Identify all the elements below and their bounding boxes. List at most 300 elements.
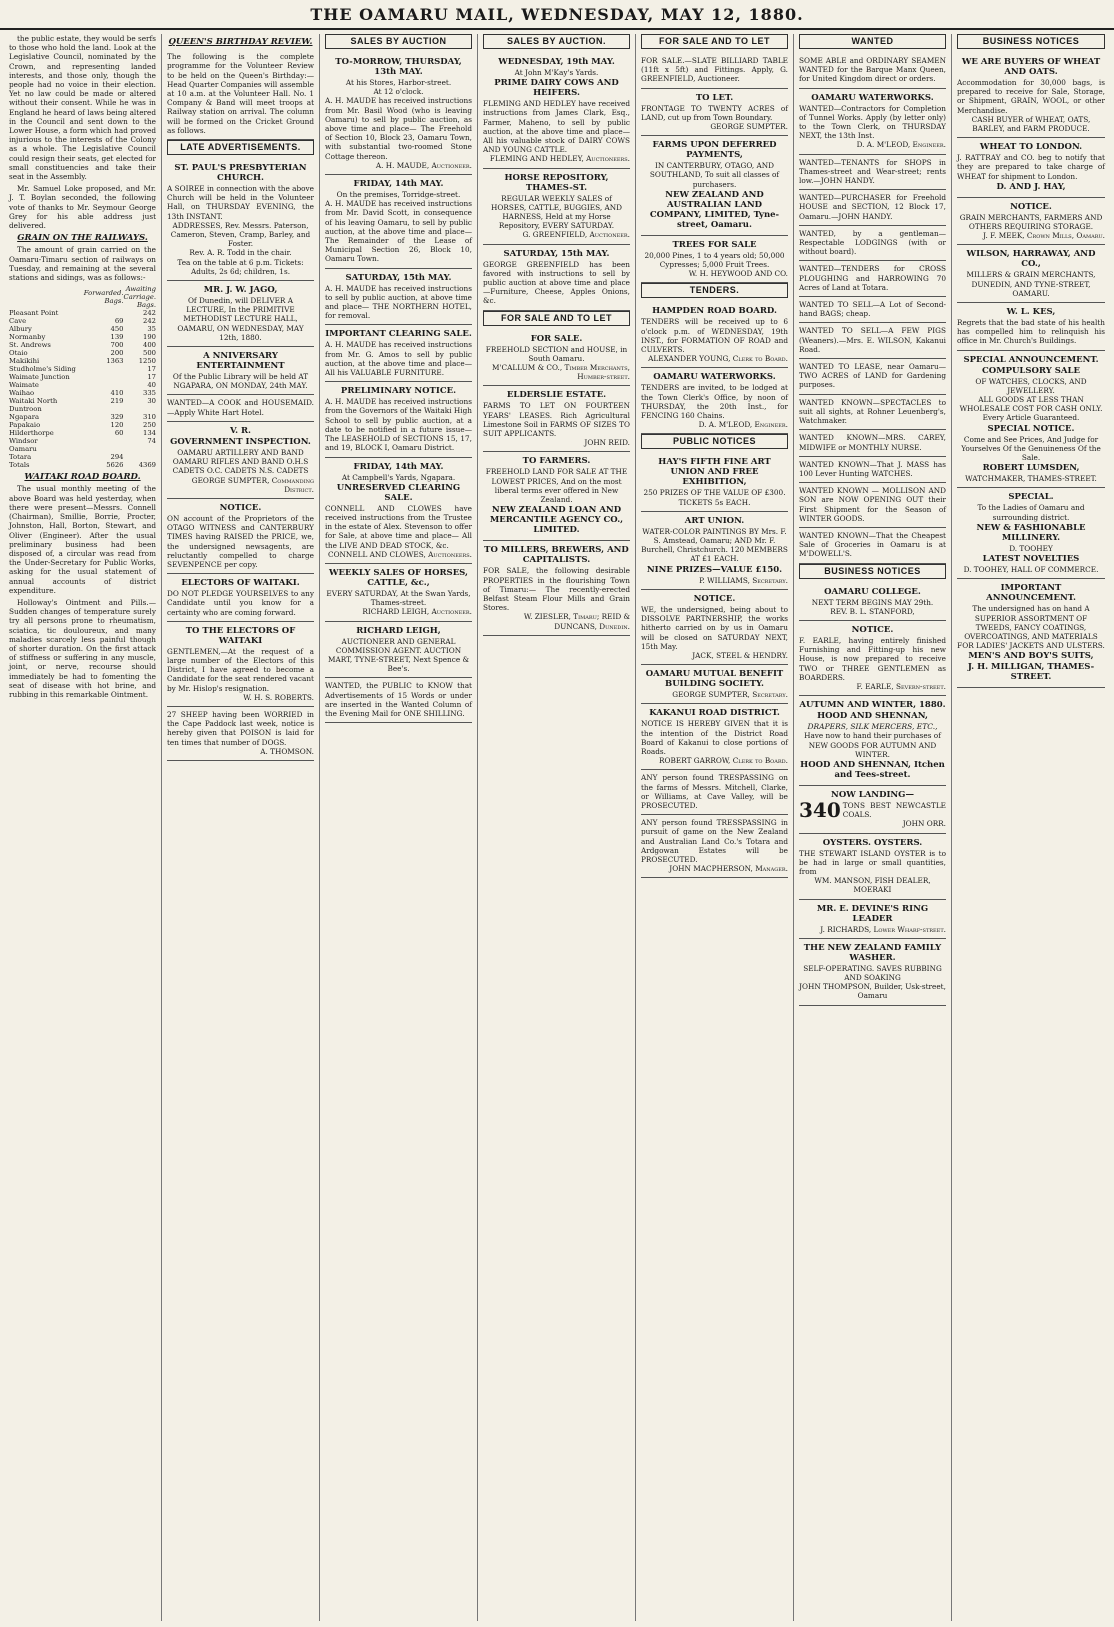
oyster-sig: WM. MANSON, FISH DEALER, MOERAKI: [814, 876, 931, 895]
freehold-ad: [483, 330, 630, 387]
sn-text: Come and See Prices, And Judge for Yourselves Of the Genuineness Of the Sale.: [961, 434, 1101, 463]
hood-sig: HOOD AND SHENNAN, Itchen and Tees-street.: [800, 759, 945, 780]
landing-sig: JOHN ORR.: [902, 819, 946, 829]
grain-merchants-ad: [957, 198, 1105, 246]
grain-row: [9, 437, 156, 445]
grain-value: [84, 373, 124, 381]
grain-row: [9, 341, 156, 349]
prelim-text: A. H. MAUDE has received instructions from the Governors of the Waitaki High School to sell by public auction, at a date to be notified in a future issue— The LEASEHOLD of SECTIONS 15, 17, and 19, BLOCK I, Oamaru District.: [325, 397, 472, 453]
art-head: HAY'S FIFTH FINE ART UNION AND FREE EXHIBITION,: [658, 457, 771, 488]
elderslie-text: FARMS TO LET ON FOURTEEN YEARS' LEASES. Rich Agricultural Limestone Soil in FARMS OF SIZES TO SUIT APPLICANTS.: [483, 401, 630, 439]
grain-header: Forwarded. Bags.: [83, 289, 124, 306]
qb-programme: The following is the complete programme for the Volunteer Review to be held on the Queen's Birthday:— Head Quarter Companies will assemble at 10 a.m. at the Volunteer Hall. No. 1 Company & Band will meet troops at Railway station on arrival. The column will be formed on the Cricket Ground as follows.: [167, 49, 314, 140]
a3-date: SATURDAY, 15th MAY.: [345, 272, 452, 283]
b1-head: PRIME DAIRY COWS AND HEIFERS.: [494, 78, 619, 99]
deferred-text: IN CANTERBURY, OTAGO, AND SOUTHLAND, To suit all classes of purchasers.: [649, 161, 780, 189]
b2-text: GEORGE GREENFIELD has been favored with instructions to sell by public auction at above time and place—Furniture, Cheese, Apples Onions, &c.: [483, 259, 630, 306]
sn-head: SPECIAL NOTICE.: [987, 423, 1075, 434]
grain-value: [84, 405, 124, 413]
grain-value: [84, 437, 124, 445]
grain-row: [9, 453, 156, 461]
london-head: WHEAT TO LONDON.: [979, 142, 1083, 153]
horse-repository: [483, 169, 630, 245]
hampden-head: HAMPDEN ROAD BOARD.: [652, 306, 777, 317]
tres2-sig: JOHN MACPHERSON, Manager.: [669, 864, 788, 874]
comp-text2: ALL GOODS AT LESS THAN WHOLESALE COST FOR CASH ONLY.: [959, 395, 1103, 414]
fs-head: FOR SALE.: [530, 333, 583, 344]
anniv-text: Of the Public Library will be held AT NGAPARA, ON MONDAY, 24th MAY.: [172, 372, 309, 391]
b1-date: WEDNESDAY, 19th MAY.: [498, 57, 615, 67]
church-tea: Tea on the table at 6 p.m. Tickets: Adults, 2s 6d; children, 1s.: [177, 257, 304, 276]
imp-head: IMPORTANT ANNOUNCEMENT.: [986, 583, 1076, 604]
tenders-title: TENDERS.: [641, 283, 788, 298]
london-ad: [957, 138, 1105, 198]
a1-date: TO-MORROW, THURSDAY, 13th MAY.: [335, 57, 462, 77]
grain-value: 139: [110, 333, 124, 342]
gov-sig: GEORGE SUMPTER, Commanding District.: [191, 475, 314, 494]
electors2-ad: [167, 622, 314, 707]
electors2-text: GENTLEMEN,—At the request of a large number of the Electors of this District, I have agreed to become a Candidate for the seat rendered vacant by Mr. Hislop's resignation.: [167, 646, 314, 693]
washer-ad: [799, 939, 946, 1006]
dissolve-head: NOTICE.: [693, 593, 736, 604]
business-notices-title: BUSINESS NOTICES: [799, 564, 946, 579]
grain-station: Makikihi: [9, 357, 40, 366]
whb-head: WILSON, HARRAWAY, AND CO.,: [966, 249, 1096, 270]
water-text: TENDERS are invited, to be lodged at the Town Clerk's Office, by noon of THURSDAY, the 20th Inst., for FENCING 160 Chains.: [641, 383, 788, 421]
art2-text: WATER-COLOR PAINTINGS BY Mrs. F. S. Amstead, Oamaru; AND Mr. F. Burchell, Christchurch. 120 MEMBERS AT £1 EACH.: [641, 526, 788, 564]
earle-head: NOTICE.: [851, 624, 894, 635]
horse-head: HORSE REPOSITORY, THAMES-ST.: [504, 172, 609, 193]
college-ad: [799, 583, 946, 621]
grain-station: Totals: [9, 461, 30, 470]
gm-sub: GRAIN MERCHANTS, FARMERS AND OTHERS REQUIRING STORAGE.: [959, 212, 1103, 232]
mutual-sig: GEORGE SUMPTER, Secretary.: [672, 690, 788, 700]
kakanui-sig: ROBERT GARROW, Clerk to Board.: [659, 756, 788, 766]
grain-value: 329: [110, 413, 124, 422]
fs-sig: M'CALLUM & CO., Timber Merchants, Humber-street.: [492, 363, 630, 382]
grain-station: Windsor: [9, 437, 38, 446]
trees-text: 20,000 Pines, 1 to 4 years old; 50,000 Cypresses; 5,000 Fruit Trees.: [644, 250, 785, 270]
art-text: 250 PRIZES OF THE VALUE OF £300. TICKETS 5s EACH.: [643, 488, 786, 507]
grain-value: 74: [147, 437, 156, 446]
grain-value: 120: [110, 421, 124, 430]
a4-text: A. H. MAUDE has received instructions from Mr. G. Amos to sell by public auction, at the above time and place— All his VALUABLE FURNITURE.: [325, 340, 472, 378]
wanted-item: WANTED KNOWN—MRS. CAREY, MIDWIFE or MONTHLY NURSE.: [799, 430, 946, 456]
hall-sig: D. TOOHEY, HALL OF COMMERCE.: [963, 565, 1099, 575]
special2-head: SPECIAL.: [1008, 492, 1054, 503]
fs-text: FREEHOLD SECTION and HOUSE, in South Oamaru.: [485, 344, 628, 363]
college-sig: REV. B. L. STANFORD,: [830, 606, 915, 616]
article-intro: the public estate, they would be serfs to those who hold the land. Look at the Legislative Council, nominated by the Crown, and representing landed interests, and those only, though the people had no voice in their election. Yet no law could be made or altered without their consent. While he was in England he heard of laws being altered in the Council and sent down to the Lower House, a form which had proved injurious to the interests of the Colony as a whole. The Legislative Council could resign their seats, get elected for small constituencies and take their seat in the Assembly.: [9, 34, 156, 182]
grain-station: Studholme's Siding: [9, 365, 76, 374]
washer-head: THE NEW ZEALAND FAMILY WASHER.: [803, 942, 942, 963]
waitaki-text: The usual monthly meeting of the above Board was held yesterday, when there were present—Messrs. Connell (Chairman), Smillie, Borrie, Procter, Johnston, Hall, Borton, Stewart, and Oliver (Engineer). After the usual preliminary business had been disposed of, a circular was read from the Under-Secretary for Public Works, asking for the usual statement of annual accounts of district expenditure.: [9, 484, 156, 595]
devine-sig: J. RICHARDS, Lower Wharf-street.: [820, 924, 946, 934]
notice-head: NOTICE.: [219, 502, 262, 513]
prelim-notice: [325, 382, 472, 457]
grain-value: 450: [110, 325, 124, 334]
b2-date: SATURDAY, 15th MAY.: [503, 248, 610, 259]
grain-row: [9, 373, 156, 381]
art2-head: ART UNION.: [684, 515, 745, 526]
waterworks-ad: [641, 368, 788, 434]
wanted-item: WANTED—TENDERS for CROSS PLOUGHING and HARROWING 70 Acres of Land at Totara.: [799, 261, 946, 297]
leigh-text: AUCTIONEER AND GENERAL COMMISSION AGENT. AUCTION MART, TYNE-STREET, Next Spence & Bee's.: [328, 636, 469, 674]
column-4: [478, 34, 636, 1621]
grain-value: 30: [147, 397, 156, 406]
grain-intro: The amount of grain carried on the Oamaru-Timaru section of railways on Tuesday, and remaining at the several stations and sidings, was as follows:-: [9, 245, 156, 283]
leigh-head: RICHARD LEIGH,: [356, 625, 441, 636]
article-speaker: Mr. Samuel Loke proposed, and Mr. J. T. Boylan seconded, the following vote of thanks to Mr. Seymour George Grey for his able address just delivered.: [9, 184, 156, 231]
wanted-public: WANTED, the PUBLIC to KNOW that Advertisements of 15 Words or under are inserted in the Wanted Column of the Evening Mail for ONE SHILLING.: [325, 678, 472, 723]
ww-sig: D. A. M'LEOD, Engineer.: [856, 140, 946, 150]
late-ads-title: LATE ADVERTISEMENTS.: [167, 140, 314, 155]
church-addr: ADDRESSES, Rev. Messrs. Paterson, Cameron, Steven, Cramp, Barley, and Foster.: [170, 220, 311, 249]
deferred-sig: NEW ZEALAND AND AUSTRALIAN LAND COMPANY, LIMITED, Tyne-street, Oamaru.: [649, 189, 780, 230]
anniv-head: A NNIVERSARY ENTERTAINMENT: [196, 351, 285, 372]
grain-station: Otaio: [9, 349, 28, 358]
important-ad: [957, 579, 1105, 688]
electors2-head: TO THE ELECTORS OF WAITAKI: [185, 625, 296, 646]
special-announcement: [957, 351, 1105, 489]
washer-sig: JOHN THOMPSON, Builder, Usk-street, Oamaru: [799, 982, 946, 1001]
landing-big: 340: [799, 797, 841, 822]
a5-place: At Campbell's Yards, Ngapara.: [341, 472, 456, 482]
gov-inspection-ad: [167, 422, 314, 499]
farmers-ad: [483, 452, 630, 541]
sales-auction-title: SALES BY AUCTION: [325, 34, 472, 49]
grain-value: 500: [143, 349, 156, 358]
columns: [4, 34, 1110, 1621]
sheep-ad: [167, 707, 314, 761]
grain-value: 69: [114, 317, 124, 326]
jago-head: MR. J. W. JAGO,: [203, 285, 278, 296]
church-ad: [167, 159, 314, 281]
dissolve-sig: JACK, STEEL & HENDRY.: [692, 650, 788, 660]
wilkes-head: W. L. KES,: [1006, 307, 1056, 318]
wanted-title: WANTED: [799, 34, 946, 49]
grain-value: 700: [110, 341, 124, 350]
comp-head: COMPULSORY SALE: [982, 365, 1080, 376]
grain-station: Waimate Junction: [9, 373, 70, 382]
millers-sig: W. ZIESLER, Timaru; REID & DUNCANS, Dunedin.: [523, 612, 630, 631]
dissolve-ad: [641, 590, 788, 665]
a2-place: On the premises, Torridge-street.: [336, 190, 461, 200]
milligan-sig: J. H. MILLIGAN, THAMES-STREET.: [967, 662, 1095, 683]
grain-station: Cave: [9, 317, 27, 326]
grain-row: [9, 445, 156, 453]
kakanui-text: NOTICE IS HEREBY GIVEN that it is the intention of the District Road Board of Kakanui to close portions of Roads.: [641, 719, 788, 756]
grain-value: [84, 445, 124, 453]
grain-value: [124, 453, 157, 461]
trespass-1: ANY person found TRESPASSING on the farms of Messrs. Mitchell, Clarke, or Williams, at Cave Valley, will be PROSECUTED.: [641, 770, 788, 815]
comp-text3: Every Article Guaranteed.: [982, 413, 1080, 423]
elderslie-head: ELDERSLIE ESTATE.: [506, 390, 607, 401]
grain-row: [9, 333, 156, 341]
weekly-sig: RICHARD LEIGH, Auctioneer.: [362, 607, 472, 617]
deferred-ad: [641, 136, 788, 236]
grain-value: 5626: [106, 461, 124, 470]
grain-value: 242: [143, 317, 156, 326]
grain-header: [9, 285, 84, 309]
public-notices-title: PUBLIC NOTICES: [641, 434, 788, 449]
to-let-ad: [641, 89, 788, 137]
imp-text: The undersigned has on hand A SUPERIOR ASSORTMENT OF TWEEDS, FANCY COATINGS, OVERCOATINGS, AND MATERIALS FOR LADIES' JACKETS AND ULSTERS.: [957, 604, 1105, 651]
wanted-item: WANTED KNOWN — MOLLISON AND SON are NOW OPENING OUT their First Shipment for the Season of WINTER GOODS.: [799, 483, 946, 528]
electors2-sig: W. H. S. ROBERTS.: [243, 692, 314, 702]
whb-sub: MILLERS & GRAIN MERCHANTS, DUNEDIN, AND TYNE-STREET, OAMARU.: [966, 270, 1096, 298]
horse-sig: G. GREENFIELD, Auctioneer.: [522, 230, 630, 240]
holloway-text: Holloway's Ointment and Pills.—Sudden changes of temperature surely try all persons prone to rheumatism, sciatica, tic douloureux, and many maladies scarcely less painful though of shorter duration. On the first attack of stiffness or suffering in any muscle, joint, or nerve, recourse should immediately be had to fomenting the seat of disease with hot brine, and rubbing in this remarkable Ointment.: [9, 597, 156, 699]
sheep-text: 27 SHEEP having been WORRIED in the Cape Paddock last week, notice is hereby given that POISON is laid for ten times that number of DOGS.: [167, 709, 314, 747]
weekly-head: WEEKLY SALES OF HORSES, CATTLE, &c.,: [329, 567, 468, 588]
masthead-title: THE OAMARU MAIL, WEDNESDAY, MAY 12, 1880.: [310, 4, 804, 24]
column-7: [952, 34, 1110, 1621]
earle-text: F. EARLE, having entirely finished Furnishing and Fitting-up his new House, is now prepared to receive TWO or THREE GENTLEMEN as BOARDERS.: [799, 635, 946, 682]
b1-place: At John M'Kay's Yards.: [514, 68, 599, 77]
electors-text: DO NOT PLEDGE YOURSELVES to any Candidate until you know for a certainty who are coming forward.: [167, 589, 314, 617]
grain-value: 40: [147, 381, 156, 390]
deferred-head: FARMS UPON DEFERRED PAYMENTS,: [652, 140, 777, 161]
farmers-head: TO FARMERS.: [522, 456, 591, 467]
ww-head: OAMARU WATERWORKS.: [811, 92, 934, 103]
devine-ad: [799, 900, 946, 939]
b1-sig: FLEMING AND HEDLEY, Auctioneers.: [489, 154, 630, 164]
wanted-item: WANTED—PURCHASER for Freehold HOUSE and SECTION, 12 Block 17, Oamaru.—JOHN HANDY.: [799, 190, 946, 226]
grain-value: 17: [147, 373, 156, 382]
grain-row: [9, 325, 156, 333]
millers-ad: [483, 541, 630, 635]
wanted-item: WANTED, by a gentleman—Respectable LODGINGS (with or without board).: [799, 226, 946, 262]
wilson-ad: [957, 245, 1105, 303]
devine-head: MR. E. DEVINE'S RING LEADER: [816, 903, 929, 924]
electors-head: ELECTORS OF WAITAKI.: [181, 578, 300, 589]
grain-value: 400: [143, 341, 156, 350]
hampden-sig: ALEXANDER YOUNG, Clerk to Board.: [648, 354, 788, 364]
grain-value: 35: [147, 325, 156, 334]
farmers-text: FREEHOLD LAND FOR SALE AT THE LOWEST PRICES, And on the most liberal terms ever offered in New Zealand.: [485, 467, 628, 505]
grain-value: 4369: [138, 461, 156, 470]
hood-ad: [799, 696, 946, 786]
grain-value: 250: [143, 421, 156, 430]
coal-ad: [799, 786, 946, 834]
gov-units: OAMARU ARTILLERY AND BAND OAMARU RIFLES AND BAND O.H.S CADETS O.C. CADETS N.S. CADETS: [172, 447, 309, 476]
grain-value: 410: [110, 389, 124, 398]
art2-prizes: NINE PRIZES—VALUE £150.: [646, 564, 783, 575]
column-6: [794, 34, 952, 1621]
mens-head: MEN'S AND BOY'S SUITS,: [968, 651, 1094, 662]
landing-text: TONS BEST NEWCASTLE COALS.: [842, 800, 946, 820]
wheat-buyers-ad: [957, 53, 1105, 138]
college-head: OAMARU COLLEGE.: [824, 586, 921, 597]
grain-row: [9, 397, 156, 405]
grain-title: GRAIN ON THE RAILWAYS.: [17, 233, 148, 244]
wanted-seamen: SOME ABLE and ORDINARY SEAMEN WANTED for the Barque Manx Queen, for United Kingdom direct or orders.: [799, 53, 946, 89]
elderslie-sig: JOHN REID.: [584, 438, 630, 448]
electors-ad: [167, 574, 314, 622]
latest-novelties: LATEST NOVELTIES: [982, 554, 1080, 565]
wheat-text: Accommodation for 30,000 bags, is prepared to receive for Sale, Storage, or Shipment, GRAIN, WOOL, or other Merchandise.: [957, 78, 1105, 115]
washer-text: SELF-OPERATING. SAVES RUBBING AND SOAKING: [803, 963, 942, 982]
grain-row: [9, 429, 156, 437]
oyster-ad: [799, 834, 946, 900]
b1-text: FLEMING AND HEDLEY have received instructions from James Clark, Esq., Farmer, Maheno, to sell by public auction, at the above time and place—All his valuable stock of DAIRY COWS AND YOUNG CATTLE.: [483, 99, 630, 155]
a4-head: IMPORTANT CLEARING SALE.: [325, 329, 472, 340]
grain-station: Waimate: [9, 381, 39, 390]
wheat-text2: CASH BUYER of WHEAT, OATS, BARLEY, and FARM PRODUCE.: [971, 114, 1091, 134]
millinery-sig: D. TOOHEY: [1009, 543, 1053, 553]
grain-station: Waitaki North: [9, 397, 58, 406]
hampden-ad: [641, 302, 788, 368]
grain-row: [9, 389, 156, 397]
grain-row: [9, 357, 156, 365]
ww-text: WANTED—Contractors for Completion of Tunnel Works. Apply (by letter only) to the Town Clerk, on THURSDAY NEXT, the 13th Inst.: [799, 103, 946, 141]
kakanui-ad: [641, 704, 788, 770]
wanted-item: WANTED KNOWN—That the Cheapest Sale of Groceries in Oamaru is at M'DOWELL'S.: [799, 528, 946, 564]
church-chair: Rev. A. R. Todd in the chair.: [189, 248, 292, 258]
kakanui-head: KAKANUI ROAD DISTRICT.: [649, 708, 780, 719]
grain-row: [9, 365, 156, 373]
leigh-ad: [325, 622, 472, 679]
grain-row: [9, 413, 156, 421]
mutual-head: OAMARU MUTUAL BENEFIT BUILDING SOCIETY.: [645, 669, 784, 690]
grain-station: Papakaio: [9, 421, 41, 430]
special-head: SPECIAL ANNOUNCEMENT.: [963, 354, 1099, 365]
wanted-item: WANTED TO SELL—A FEW PIGS (Weaners).—Mrs. E. WILSON, Kakanui Road.: [799, 323, 946, 359]
a5-date: FRIDAY, 14th MAY.: [353, 461, 444, 472]
college-text: NEXT TERM BEGINS MAY 29th.: [811, 597, 934, 607]
london-text: J. RATTRAY and CO. beg to notify that they are prepared to take charge of WHEAT for shipment to London.: [957, 153, 1105, 181]
church-text: A SOIREE in connection with the above Church will be held in the Volunteer Hall, on THURSDAY EVENING, the 13th INSTANT.: [167, 184, 314, 221]
grain-row: [9, 461, 156, 469]
grain-station: Totara: [9, 453, 32, 462]
grain-row: [9, 405, 156, 413]
vr-mark: V. R.: [229, 425, 252, 436]
let-head: TO LET.: [695, 92, 734, 103]
wheat-head: WE ARE BUYERS OF WHEAT AND OATS.: [961, 57, 1101, 77]
notice-text: ON account of the Proprietors of the OTAGO WITNESS and CANTERBURY TIMES having RAISED the PRICE, we, the undersigned newsagents, are reluctantly compelled to charge SEVENPENCE per copy.: [167, 513, 314, 569]
waitaki-title: WAITAKI ROAD BOARD.: [24, 472, 141, 483]
auction-4: [325, 325, 472, 382]
grain-value: 310: [143, 413, 156, 422]
connell-text: CONNELL AND CLOWES have received instructions from the Trustee in the estate of Alex. Stevenson to offer for Sale, at above time and place— All the LIVE AND DEAD STOCK, &c.: [325, 503, 472, 550]
a3-text: A. H. MAUDE has received instructions to sell by public auction, at above time and place— THE NORTHERN HOTEL, for removal.: [325, 283, 472, 321]
grain-value: 190: [143, 333, 156, 342]
grain-row: [9, 349, 156, 357]
earle-ad: [799, 621, 946, 696]
nzla-text: NEW ZEALAND LOAN AND MERCANTILE AGENCY CO., LIMITED.: [489, 505, 624, 536]
wanted-item: WANTED KNOWN—That J. MASS has 100 Lever Hunting WATCHES.: [799, 457, 946, 483]
grain-value: 17: [147, 365, 156, 374]
weekly-sales: [325, 564, 472, 622]
sheep-sig: A. THOMSON.: [260, 746, 314, 756]
grain-row: [9, 309, 156, 317]
art-union-ad: [641, 453, 788, 511]
grain-value: 60: [114, 429, 124, 438]
hood-head: HOOD AND SHENNAN,: [817, 711, 928, 722]
horse-text: REGULAR WEEKLY SALES of HORSES, CATTLE, BUGGIES, AND HARNESS, Held at my Horse Repository, EVERY SATURDAY.: [491, 193, 622, 231]
a2-date: FRIDAY, 14th MAY.: [353, 179, 444, 190]
oyster-text: THE STEWART ISLAND OYSTER is to be had in large or small quantities, from: [799, 848, 946, 876]
grain-row: [9, 317, 156, 325]
grain-value: [84, 365, 124, 373]
gm-sig: J. F. MEEK, Crown Mills, Oamaru.: [983, 231, 1105, 241]
grain-value: 134: [143, 429, 156, 438]
grain-value: 1363: [106, 357, 124, 366]
hood-text: Have now to hand their purchases of NEW GOODS FOR AUTUMN AND WINTER.: [804, 731, 941, 759]
grain-value: 200: [110, 349, 124, 358]
wilkes-text: Regrets that the bad state of his health has compelled him to relinquish his office in Mr. Church's Buildings.: [957, 318, 1105, 346]
a5-head: UNRESERVED CLEARING SALE.: [336, 482, 461, 503]
wanted-item: WANTED KNOWN—SPECTACLES to suit all sights, at Rohner Leuenberg's, Watchmaker.: [799, 395, 946, 431]
water-sig: D. A. M'LEOD, Engineer.: [698, 420, 788, 430]
sales-auction-title-2: SALES BY AUCTION.: [483, 34, 630, 49]
autumn-head: AUTUMN AND WINTER, 1880.: [799, 700, 946, 711]
wilkes-ad: [957, 303, 1105, 351]
connell-sig: CONNELL AND CLOWES, Auctioneers.: [327, 549, 472, 559]
weekly-text: EVERY SATURDAY, At the Swan Yards, Thames-street.: [326, 588, 471, 608]
grain-station: Albury: [9, 325, 32, 334]
wanted-cook-ad: WANTED—A COOK and HOUSEMAID.—Apply White Hart Hotel.: [167, 395, 314, 421]
millers-head: TO MILLERS, BREWERS, AND CAPITALISTS.: [484, 545, 629, 566]
greenfield-sale: [483, 245, 630, 311]
grain-header: Awaiting Carriage. Bags.: [123, 285, 157, 310]
grain-station: Ngapara: [9, 413, 40, 422]
let-sig: GEORGE SUMPTER.: [710, 122, 788, 132]
grain-value: [124, 445, 157, 453]
grain-value: [84, 309, 124, 317]
dairy-sale: [483, 53, 630, 169]
trees-ad: [641, 236, 788, 284]
gm-head: NOTICE.: [1010, 201, 1052, 212]
masthead: [0, 0, 1114, 30]
column-2: [162, 34, 320, 1621]
trespass-2: [641, 815, 788, 878]
trees-head: TREES FOR SALE: [672, 239, 757, 250]
grain-station: Normanby: [9, 333, 46, 342]
millers-text: FOR SALE, the following desirable PROPERTIES in the flourishing Town of Timaru:— The recently-erected Belfast Steam Flour Mills and Grain Stores.: [483, 566, 630, 613]
grain-station: Pleasant Point: [9, 309, 59, 318]
london-sig: D. AND J. HAY,: [996, 181, 1066, 192]
grain-table: [9, 285, 156, 469]
a1-place: At his Stores, Harbor-street.: [345, 78, 452, 87]
millinery-head: NEW & FASHIONABLE MILLINERY.: [976, 522, 1086, 543]
oyster-head: OYSTERS. OYSTERS.: [822, 837, 923, 848]
grain-value: 294: [110, 453, 124, 462]
landing-line: [799, 797, 946, 822]
dissolve-text: WE, the undersigned, being about to DISSOLVE PARTNERSHIP, the works hitherto carried on by us in Oamaru will be closed on SATURDAY NEXT, 15th May.: [641, 604, 788, 651]
newsagents-notice: [167, 499, 314, 574]
a2-text: A. H. MAUDE has received instructions from Mr. David Scott, in consequence of his leaving Oamaru, to sell by public auction, at the above time and place— The Remainder of the Lease of Municipal Section 26, Block 10, Oamaru Town.: [325, 199, 472, 264]
mutual-ad: [641, 665, 788, 704]
art-union-2-ad: [641, 512, 788, 590]
grain-station: Duntroon: [9, 405, 42, 414]
anniv-ad: [167, 347, 314, 395]
wanted-item: WANTED TO LEASE, near Oamaru—TWO ACRES of LAND for Gardening purposes.: [799, 359, 946, 395]
grain-station: Oamaru: [9, 445, 37, 454]
grain-value: [124, 405, 157, 413]
grain-value: 1250: [138, 357, 156, 366]
elderslie-ad: [483, 386, 630, 452]
a1-sig: A. H. MAUDE, Auctioneer.: [375, 160, 472, 170]
qb-title: QUEEN'S BIRTHDAY REVIEW.: [168, 37, 313, 47]
earle-sig: F. EARLE, Severn-street.: [856, 681, 946, 691]
landing-head: NOW LANDING—: [831, 789, 914, 800]
special2-text: To the Ladies of Oamaru and surrounding district.: [977, 503, 1085, 522]
billiard-ad: FOR SALE.—SLATE BILLIARD TABLE (11ft x 5ft) and Fittings. Apply, G. GREENFIELD, Auctioneer.: [641, 53, 788, 89]
lumsden-sub: WATCHMAKER, THAMES-STREET.: [965, 474, 1097, 484]
grain-value: [84, 381, 124, 389]
